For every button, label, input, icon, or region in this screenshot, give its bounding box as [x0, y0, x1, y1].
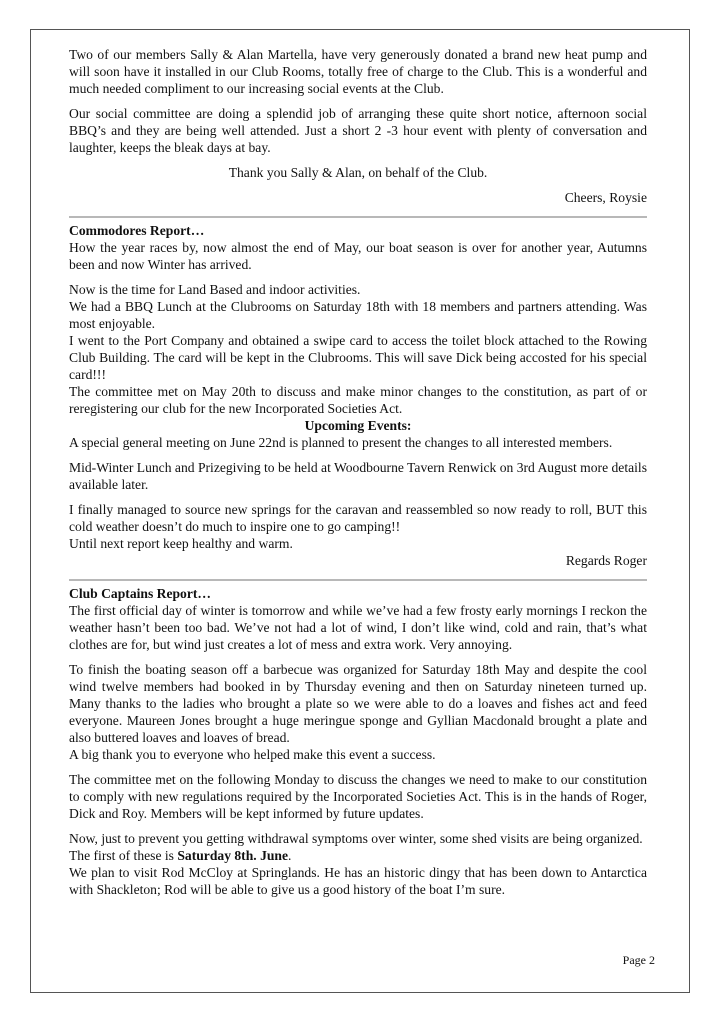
commodore-line-keep-healthy: Until next report keep healthy and warm.: [69, 536, 293, 551]
upcoming-events-heading: Upcoming Events:: [304, 418, 412, 433]
intro-section: [69, 46, 647, 206]
captain-line-first-visit: [69, 847, 647, 864]
captain-paragraph-committee: The committee met on the following Monday to discuss the changes we need to make to our constitution to comply with new regulations required by the Incorporated Societies Act. This is in the hands of Roger, Dick and Roy. Members will be kept informed by future updates.: [69, 772, 647, 821]
first-visit-date: Saturday 8th. June: [177, 848, 289, 863]
commodores-report-heading: Commodores Report…: [69, 223, 205, 238]
first-visit-suffix: .: [288, 848, 292, 863]
commodore-signoff: Regards Roger: [565, 553, 647, 568]
captain-line-thank-you: A big thank you to everyone who helped make this event a success.: [69, 747, 436, 762]
page-number: Page 2: [622, 953, 655, 967]
intro-paragraph-social-bbq: Our social committee are doing a splendid job of arranging these quite short notice, afternoon social BBQ’s and they are being well attended. Just a short 2 -3 hour event with plenty of conversation and laughter, keeps the bleak days at bay.: [69, 106, 647, 155]
section-divider: [69, 579, 647, 581]
commodores-report-section: [69, 222, 647, 569]
commodore-paragraph-caravan: I finally managed to source new springs for the caravan and reassembled so now ready to roll, BUT this cold weather doesn’t do much to inspire one to go camping!!: [69, 502, 647, 534]
captain-paragraph-barbecue: To finish the boating season off a barbecue was organized for Saturday 18th May and despite the cool wind twelve members had booked in by Thursday evening and then on Saturday nineteen turned up. Many thanks to the ladies who brought a plate so we were able to do a loaves and fishes act and feed everyone. Maureen Jones brought a huge meringue sponge and Gyllian Macdonald brought a plate and also buttered loaves and loaves of bread.: [69, 662, 647, 745]
captain-paragraph-rod-mccloy: We plan to visit Rod McCloy at Springlands. He has an historic dingy that has been down to Antarctica with Shackleton; Rod will be able to give us a good history of the boat I’m sure.: [69, 865, 647, 897]
commodore-paragraph-general-meeting: A special general meeting on June 22nd is planned to present the changes to all interested members.: [69, 435, 613, 450]
club-captains-report-heading: Club Captains Report…: [69, 586, 211, 601]
first-visit-prefix: The first of these is: [69, 848, 178, 863]
section-divider: [69, 216, 647, 218]
captain-paragraph-shed-visits: Now, just to prevent you getting withdrawal symptoms over winter, some shed visits are being organized.: [69, 831, 643, 846]
captain-paragraph-winter: The first official day of winter is tomorrow and while we’ve had a few frosty early mornings I reckon the weather hasn’t been too bad. We’ve not had a lot of wind, I don’t like wind, cold and rain, that’s what clothes are for, but wind just creates a lot of mess and extra work. Very annoying.: [69, 603, 647, 652]
intro-paragraph-heat-pump: Two of our members Sally & Alan Martella, have very generously donated a brand new heat pump and will soon have it installed in our Club Rooms, totally free of charge to the Club. This is a wonderful and much needed compliment to our increasing social events at the Club.: [69, 47, 647, 96]
commodore-line-swipe-card: I went to the Port Company and obtained a swipe card to access the toilet block attached to the Rowing Club Building. The card will be kept in the Clubrooms. This will save Dick being accosted for his special card!!!: [69, 333, 647, 382]
commodore-paragraph-season: How the year races by, now almost the end of May, our boat season is over for another year, Autumns been and now Winter has arrived.: [69, 240, 647, 272]
club-captains-report-section: [69, 585, 647, 898]
commodore-line-committee: The committee met on May 20th to discuss and make minor changes to the constitution, as part of or reregistering our club for the new Incorporated Societies Act.: [69, 384, 647, 416]
commodore-line-land-based: Now is the time for Land Based and indoor activities.: [69, 282, 361, 297]
commodore-line-bbq-lunch: We had a BBQ Lunch at the Clubrooms on Saturday 18th with 18 members and partners attending. Was most enjoyable.: [69, 299, 647, 331]
newsletter-page: [69, 46, 647, 898]
intro-thanks-line: Thank you Sally & Alan, on behalf of the Club.: [228, 165, 488, 180]
intro-signoff: Cheers, Roysie: [564, 190, 647, 205]
commodore-paragraph-mid-winter: Mid-Winter Lunch and Prizegiving to be held at Woodbourne Tavern Renwick on 3rd August more details available later.: [69, 460, 647, 492]
